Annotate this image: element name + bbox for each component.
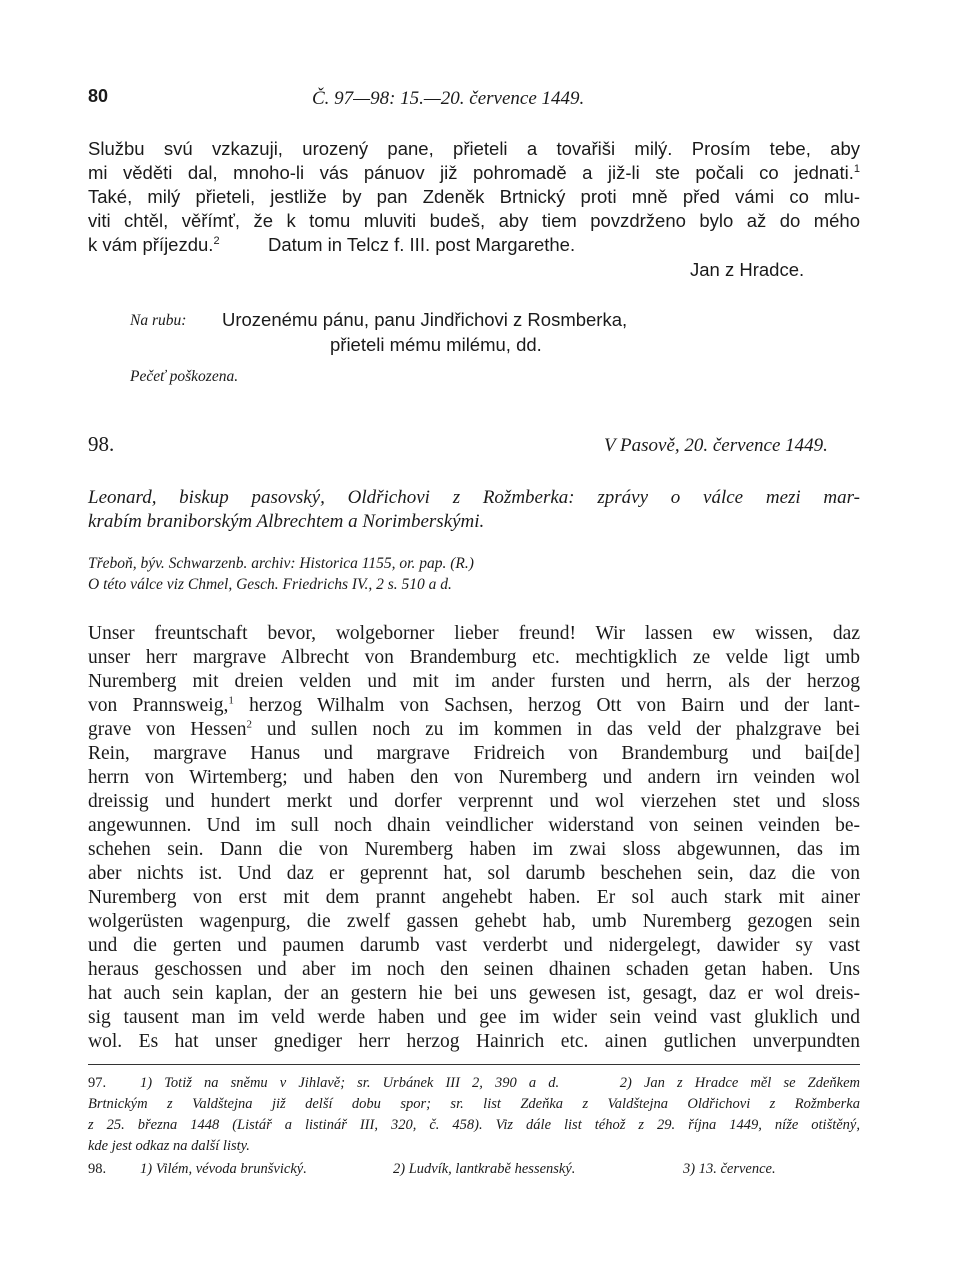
footnote-98-item-1: 1) Vilém, vévoda brunšvický. bbox=[140, 1161, 307, 1177]
datum-line: Datum in Telcz f. III. post Margarethe. bbox=[268, 234, 576, 255]
text-line: unser herr margrave Albrecht von Brandemburg etc. mechtigklich ze velde ligt umb bbox=[88, 647, 860, 668]
address-label: Na rubu: bbox=[130, 312, 187, 329]
footnote-98-item-3: 3) 13. července. bbox=[683, 1161, 776, 1177]
footnote-97-line-4: kde jest odkaz na další listy. bbox=[88, 1138, 250, 1154]
footnote-98-item-2: 2) Ludvík, lantkrabě hessenský. bbox=[393, 1161, 576, 1177]
text-line: dreissig und hundert merkt und dorfer verprennt und wol vierzehen stet und sloss bbox=[88, 791, 860, 812]
letter97-line-5: k vám příjezdu.$^2$ bbox=[88, 234, 220, 255]
footnote-97-label: 97. bbox=[88, 1075, 107, 1091]
text-line: Nuremberg mit dreien velden und mit im ander fursten und herrn, als der herzog bbox=[88, 671, 860, 692]
running-title: Č. 97—98: 15.—20. července 1449. bbox=[312, 88, 585, 109]
address-line-2: přieteli mému milému, dd. bbox=[330, 334, 542, 355]
footnote-97-line-3: z 25. března 1448 (Listář a listinář III, 320, č. 458). Viz dále list téhož z 29. října 1449, níže otištěný, bbox=[88, 1117, 860, 1133]
text-line: wolgerüsten wagenpurg, die zwelf gassen gehebt hab, umb Nuremberg gezogen sein bbox=[88, 911, 860, 932]
text-line: angewunnen. Und im sull noch dhain veindlicher widerstand von seinen veinden be- bbox=[88, 815, 860, 836]
text-line: Unser freuntschaft bevor, wolgeborner lieber freund! Wir lassen ew wissen, daz bbox=[88, 623, 860, 644]
footnote-mark: 1 bbox=[228, 694, 234, 707]
page-number: 80 bbox=[88, 86, 109, 106]
footnote-mark: 2 bbox=[213, 234, 220, 247]
text-line: hat auch sein kaplan, der an gestern hie bei uns gewesen ist, gesagt, daz er wol dreis- bbox=[88, 983, 860, 1004]
letter97-line-4: viti chtěl, věřímť, že k tomu mluviti budeš, aby tiem povzdrženo bylo až do mého bbox=[88, 210, 860, 231]
text-line: grave von Hessen$^2$ und sullen noch zu im kommen in das veld der phalzgrave bei bbox=[88, 718, 861, 740]
text-line: Nuremberg von erst mit dem prannt angehebt haben. Er sol auch stark mit ainer bbox=[88, 887, 860, 908]
regest-line-2: krabím braniborským Albrechtem a Norimberskými. bbox=[88, 511, 485, 532]
footnote-mark: 2 bbox=[246, 718, 253, 731]
text-line: sig tausent man im veld werde haben und gee im wider sein veind vast gluklich und bbox=[88, 1007, 860, 1028]
footnote-mark: 1 bbox=[853, 162, 860, 175]
signature: Jan z Hradce. bbox=[690, 259, 805, 280]
text-line: Rein, margrave Hanus und margrave Fridreich von Brandemburg und bai[de] bbox=[88, 743, 860, 764]
footnote-97-line-2: Brtnickým z Valdštejna již delší dobu spor; sr. list Zdeňka z Valdštejna Oldřichovi z Rožmberka bbox=[88, 1096, 860, 1112]
letter97-line-1: Službu svú vzkazuji, urozený pane, přieteli a tovařiši milý. Prosím tebe, aby bbox=[88, 138, 860, 159]
text-line: herrn von Wirtemberg; und haben den von Nuremberg und andern irn veinden wol bbox=[88, 767, 860, 788]
text-line: und die gerten und paumen darumb vast verderbt und nidergelegt, dawider sy vast bbox=[88, 935, 860, 956]
letter-number: 98. bbox=[88, 432, 115, 456]
letter97-line-3: Také, milý přieteli, jestliže by pan Zdeněk Brtnický proti mně před vámi co mlu- bbox=[88, 186, 860, 207]
regest-line-1: Leonard, biskup pasovský, Oldřichovi z Rožmberka: zprávy o válce mezi mar- bbox=[88, 487, 860, 508]
text-line: heraus geschossen und aber im noch den seinen dhainen schaden getan haben. Uns bbox=[88, 959, 860, 980]
source-line-1: Třeboň, býv. Schwarzenb. archiv: Historica 1155, or. pap. (R.) bbox=[88, 555, 474, 572]
address-line-1: Urozenému pánu, panu Jindřichovi z Rosmberka, bbox=[222, 309, 628, 330]
letter-place-date: V Pasově, 20. července 1449. bbox=[604, 435, 828, 456]
text-line: wol. Es hat unser gnediger herr herzog Hainrich etc. ainen gutlichen unverpundten bbox=[88, 1031, 860, 1052]
footnote-98-label: 98. bbox=[88, 1161, 107, 1177]
seal-note: Pečeť poškozena. bbox=[130, 368, 239, 385]
footnote-97-line-1: 1) Totiž na sněmu v Jihlavě; sr. Urbánek III 2, 390 a d. 2) Jan z Hradce měl se Zdeňkem bbox=[140, 1075, 860, 1091]
text-line: schehen sein. Dann die von Nuremberg haben im zwai sloss abgewunnen, das im bbox=[88, 839, 860, 860]
source-line-2: O této válce viz Chmel, Gesch. Friedrichs IV., 2 s. 510 a d. bbox=[88, 576, 452, 593]
text-line: aber nichts ist. Und daz er geprennt hat, sol darumb beschehen sein, daz die von bbox=[88, 863, 860, 884]
letter97-line-2: mi věděti dal, mnoho-li vás pánuov již pohromadě a již-li ste počali co jednati.$^1$ bbox=[88, 162, 860, 183]
text-line: von Prannsweig,$^1$ herzog Wilhalm von Sachsen, herzog Ott von Bairn und der lant- bbox=[88, 694, 860, 716]
footnote-divider bbox=[88, 1064, 860, 1065]
